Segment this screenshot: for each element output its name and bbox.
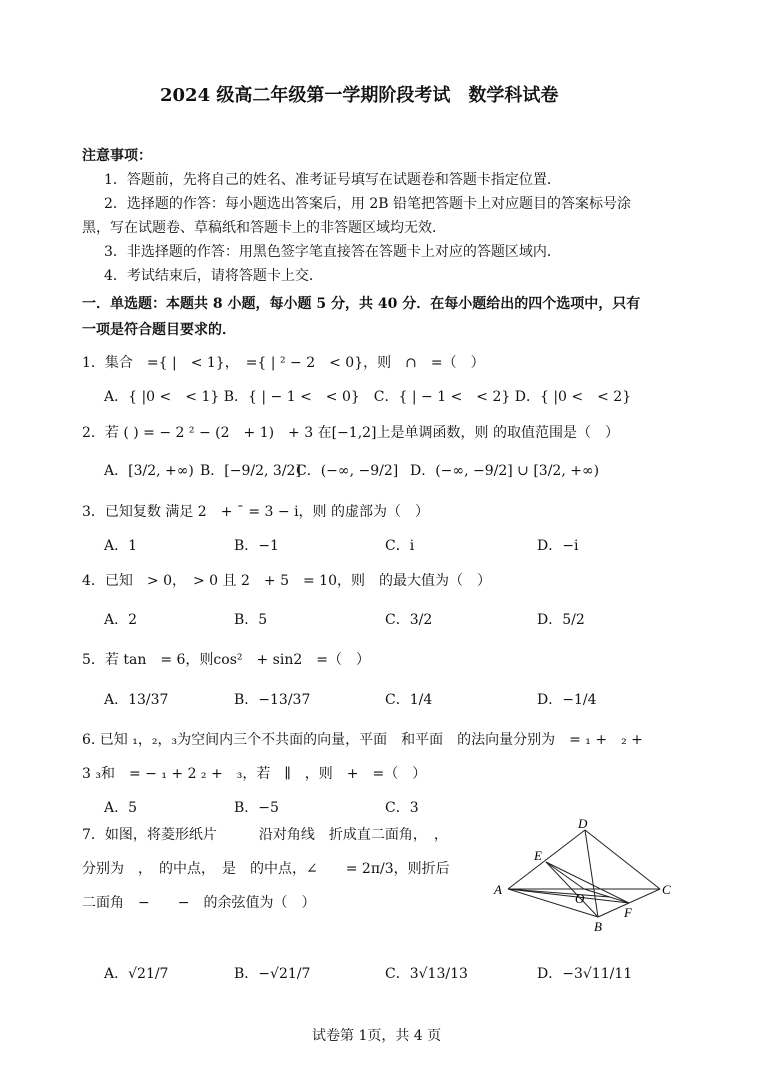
segment-eo <box>546 862 584 889</box>
q6-option-b: B．−5 <box>234 800 279 816</box>
q7-option-b: B．−√21/7 <box>234 966 311 982</box>
page-title: 2024 级高二年级第一学期阶段考试 数学科试卷 <box>160 85 559 106</box>
q7-option-d: D．−3√11/11 <box>537 966 633 982</box>
edge-ad <box>508 830 585 889</box>
segment-af <box>508 889 629 903</box>
q3-option-c: C．i <box>385 538 415 554</box>
q6-stem-line1: 6. 已知 ₁，₂，₃为空间内三个不共面的向量，平面 和平面 的法向量分别为 = ₁ + ₂ + <box>82 732 643 748</box>
page-footer: 试卷第 1页，共 4 页 <box>312 1028 442 1044</box>
rhombus-fold-figure <box>490 818 675 936</box>
q3-option-b: B．−1 <box>234 538 279 554</box>
q5-option-d: D．−1/4 <box>537 692 597 708</box>
notice-heading: 注意事项： <box>82 148 152 164</box>
q1-options: A．{ |0 < < 1} B．{ | − 1 < < 0} C．{ | − 1 < < 2} D．{ |0 < < 2} <box>104 389 632 405</box>
label-c: C <box>662 882 671 897</box>
label-f: F <box>624 905 632 920</box>
notice-item-2b: 黑，写在试题卷、草稿纸和答题卡上的非答题区域均无效． <box>82 220 446 236</box>
notice-item-1: 1．答题前，先将自己的姓名、准考证号填写在试题卷和答题卡指定位置． <box>104 172 561 188</box>
section-heading-line1: 一．单选题：本题共 8 小题，每小题 5 分，共 40 分．在每小题给出的四个选项中，只有 <box>82 296 641 312</box>
q5-option-c: C．1/4 <box>385 692 433 708</box>
q2-option-a: A．[3/2, +∞) <box>104 463 194 479</box>
label-e: E <box>534 848 542 863</box>
q2-option-c: C．(−∞, −9/2] <box>296 463 399 479</box>
q4-option-a: A．2 <box>104 612 138 628</box>
q6-option-a: A．5 <box>104 800 138 816</box>
q6-stem-line2: 3 ₃和 = − ₁ + 2 ₂ + ₃，若 ∥ ，则 + =（ ） <box>82 766 427 782</box>
q7-option-c: C．3√13/13 <box>385 966 468 982</box>
q5-option-b: B．−13/37 <box>234 692 311 708</box>
q5-option-a: A．13/37 <box>104 692 169 708</box>
q7-stem-line2: 分别为 ， 的中点， 是 的中点，∠ = 2π/3，则折后 <box>82 861 450 877</box>
q4-option-c: C．3/2 <box>385 612 433 628</box>
notice-item-3: 3．非选择题的作答：用黑色签字笔直接答在答题卡上对应的答题区域内． <box>104 244 561 260</box>
q4-option-b: B．5 <box>234 612 268 628</box>
q2-option-b: B．[−9/2, 3/2] <box>200 463 301 479</box>
q5-stem: 5．若 tan = 6，则cos² + sin2 =（ ） <box>82 652 370 668</box>
q2-stem: 2．若 ( ) = − 2 ² − (2 + 1) + 3 在[−1,2]上是单调函数，则 的取值范围是（ ） <box>82 425 619 441</box>
q4-option-d: D．5/2 <box>537 612 585 628</box>
label-d: D <box>578 818 588 831</box>
notice-item-4: 4．考试结束后，请将答题卡上交． <box>104 268 323 284</box>
label-b: B <box>594 919 602 934</box>
q3-option-a: A．1 <box>104 538 138 554</box>
notice-item-2a: 2．选择题的作答：每小题选出答案后，用 2B 铅笔把答题卡上对应题目的答案标号涂 <box>104 196 632 212</box>
segment-ef <box>546 862 629 903</box>
q6-option-c: C．3 <box>385 800 419 816</box>
q1-stem: 1．集合 ={ | < 1}， ={ | ² − 2 < 0}，则 ∩ =（ ） <box>82 355 485 371</box>
section-heading-line2: 一项是符合题目要求的． <box>82 322 236 338</box>
label-a: A <box>494 882 502 897</box>
label-o: O <box>575 891 585 906</box>
q7-stem-line3: 二面角 − − 的余弦值为（ ） <box>82 895 316 911</box>
edge-db <box>585 830 598 917</box>
q7-option-a: A．√21/7 <box>104 966 169 982</box>
q3-option-d: D．−i <box>537 538 579 554</box>
edge-dc <box>585 830 660 889</box>
q3-stem: 3．已知复数 满足 2 + ¯ = 3 − i，则 的虚部为（ ） <box>82 504 429 520</box>
q4-stem: 4．已知 > 0， > 0 且 2 + 5 = 10，则 的最大值为（ ） <box>82 573 491 589</box>
q7-stem-line1: 7．如图，将菱形纸片 沿对角线 折成直二面角， ， <box>82 827 448 843</box>
q2-option-d: D．(−∞, −9/2] ∪ [3/2, +∞) <box>410 463 600 479</box>
